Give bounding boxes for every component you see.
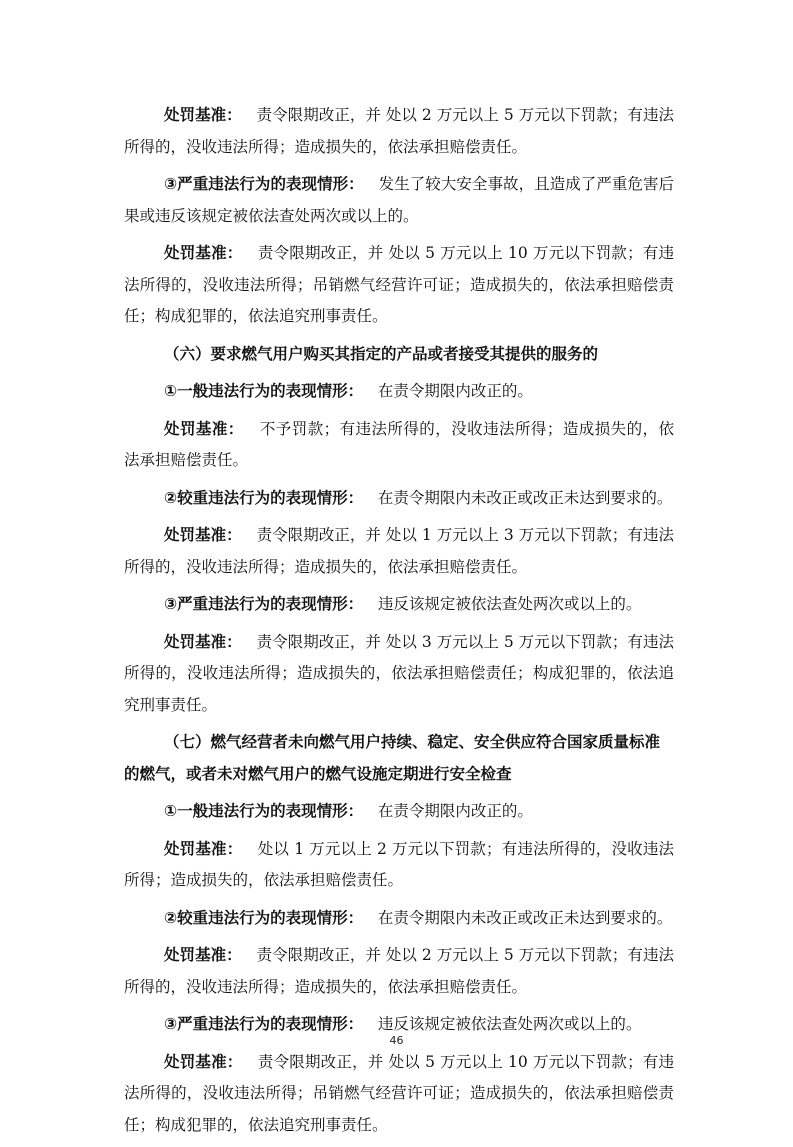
- severe-violation-text: 违反该规定被依法查处两次或以上的。: [377, 1015, 642, 1033]
- penalty-standard-paragraph: [124, 238, 674, 333]
- general-violation-paragraph: [124, 376, 674, 408]
- serious-violation-label: ②较重违法行为的表现情形：: [164, 488, 364, 507]
- penalty-standard-label: 处罚基准：: [164, 106, 242, 124]
- penalty-standard-paragraph: [124, 834, 674, 897]
- serious-violation-text: 在责令期限内未改正或改正未达到要求的。: [377, 488, 673, 507]
- general-violation-text: 在责令期限内改正的。: [377, 382, 533, 400]
- penalty-standard-label: 处罚基准：: [164, 632, 242, 651]
- penalty-standard-text: 责令限期改正，并 处以 2 万元以上 5 万元以下罚款；有违法所得的，没收违法所得；造成损失的，依法承担赔偿责任。: [124, 946, 674, 996]
- penalty-standard-label: 处罚基准：: [164, 244, 243, 262]
- penalty-standard-paragraph: [124, 100, 674, 163]
- penalty-standard-paragraph: [124, 1047, 674, 1142]
- general-violation-paragraph: [124, 796, 674, 828]
- penalty-standard-text: 不予罚款；有违法所得的，没收违法所得；造成损失的，依法承担赔偿责任。: [124, 419, 674, 469]
- document-body: [124, 100, 674, 1147]
- severe-violation-paragraph: [124, 589, 674, 621]
- severe-violation-label: ③严重违法行为的表现情形：: [164, 175, 364, 193]
- general-violation-label: ①一般违法行为的表现情形：: [164, 382, 364, 400]
- serious-violation-text: 在责令期限内未改正或改正未达到要求的。: [377, 908, 673, 927]
- penalty-standard-label: 处罚基准：: [164, 1052, 243, 1071]
- penalty-standard-paragraph: [124, 414, 674, 477]
- penalty-standard-text: 责令限期改正，并 处以 5 万元以上 10 万元以下罚款；有违法所得的，没收违法所得；吊销燃气经营许可证；造成损失的，依法承担赔偿责任；构成犯罪的，依法追究刑事责任。: [124, 244, 674, 325]
- serious-violation-paragraph: [124, 483, 674, 515]
- serious-violation-paragraph: [124, 903, 674, 935]
- severe-violation-text: 违反该规定被依法查处两次或以上的。: [377, 595, 642, 613]
- penalty-standard-text: 责令限期改正，并 处以 2 万元以上 5 万元以下罚款；有违法所得的，没收违法所得；造成损失的，依法承担赔偿责任。: [124, 106, 674, 156]
- penalty-standard-paragraph: [124, 940, 674, 1003]
- severe-violation-paragraph: [124, 169, 674, 232]
- severe-violation-text: 发生了较大安全事故，且造成了严重危害后果或违反该规定被依法查处两次或以上的。: [124, 175, 674, 225]
- penalty-standard-label: 处罚基准：: [164, 839, 243, 858]
- serious-violation-label: ②较重违法行为的表现情形：: [164, 908, 364, 927]
- penalty-standard-paragraph: [124, 627, 674, 722]
- penalty-standard-text: 处以 1 万元以上 2 万元以下罚款；有违法所得的，没收违法所得；造成损失的，依法承担赔偿责任。: [124, 839, 675, 889]
- general-violation-label: ①一般违法行为的表现情形：: [164, 802, 364, 820]
- penalty-standard-text: 责令限期改正，并 处以 3 万元以上 5 万元以下罚款；有违法所得的，没收违法所得；造成损失的，依法承担赔偿责任；构成犯罪的，依法追究刑事责任。: [124, 632, 674, 714]
- penalty-standard-text: 责令限期改正，并 处以 5 万元以上 10 万元以下罚款；有违法所得的，没收违法所得；吊销燃气经营许可证；造成损失的，依法承担赔偿责任；构成犯罪的，依法追究刑事责任。: [124, 1052, 674, 1134]
- penalty-standard-label: 处罚基准：: [164, 946, 242, 964]
- page-number: 46: [389, 1034, 404, 1047]
- severe-violation-label: ③严重违法行为的表现情形：: [164, 595, 364, 613]
- section-heading-7: （七）燃气经营者未向燃气用户持续、稳定、安全供应符合国家质量标准的燃气，或者未对燃气用户的燃气设施定期进行安全检查: [124, 733, 661, 783]
- penalty-standard-text: 责令限期改正，并 处以 1 万元以上 3 万元以下罚款；有违法所得的，没收违法所得；造成损失的，依法承担赔偿责任。: [124, 526, 674, 576]
- section-heading-6: （六）要求燃气用户购买其指定的产品或者接受其提供的服务的: [164, 344, 599, 363]
- severe-violation-label: ③严重违法行为的表现情形：: [164, 1015, 364, 1033]
- penalty-standard-label: 处罚基准：: [164, 419, 244, 438]
- general-violation-text: 在责令期限内改正的。: [377, 802, 533, 820]
- penalty-standard-paragraph: [124, 520, 674, 583]
- penalty-standard-label: 处罚基准：: [164, 526, 242, 544]
